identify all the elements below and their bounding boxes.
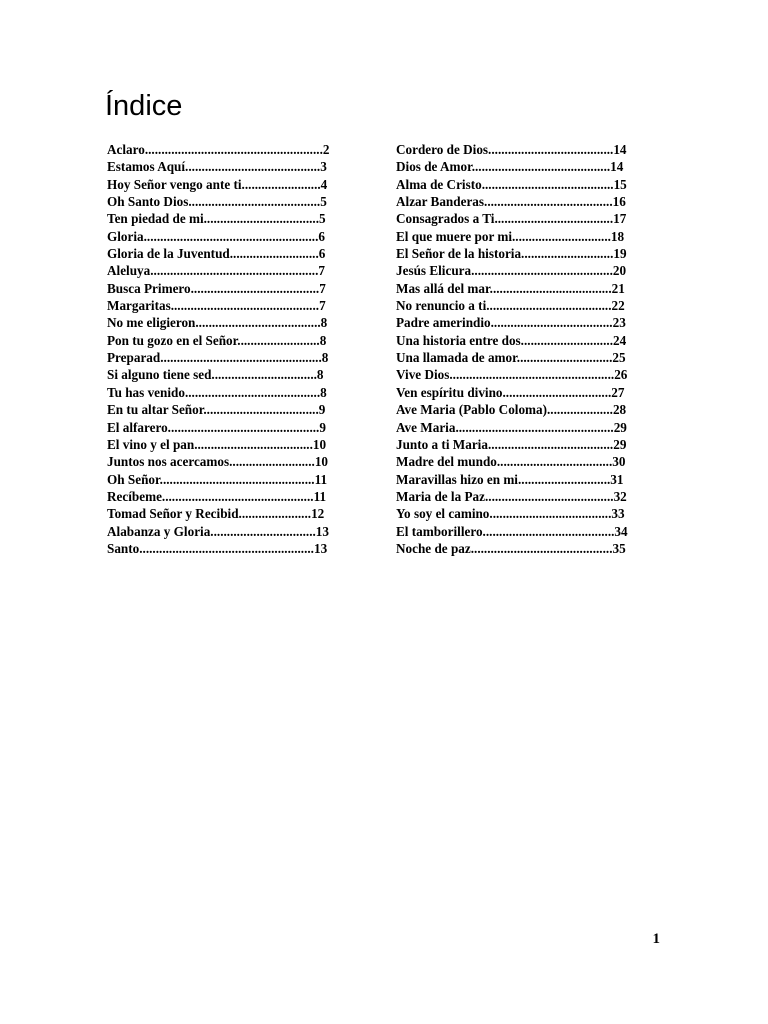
toc-entry: Yo soy el camino.....................................33: [396, 506, 625, 522]
toc-entry: Ten piedad de mi...................................5: [107, 211, 326, 227]
toc-entry: Margaritas.............................................7: [107, 298, 326, 314]
toc-entry: Junto a ti Maria......................................29: [396, 436, 627, 452]
toc-entry: No renuncio a ti......................................22: [396, 298, 625, 314]
toc-entry: Preparad.................................................8: [107, 350, 329, 366]
page-number: 1: [652, 931, 660, 947]
toc-entry: Oh Señor...............................................11: [107, 471, 328, 487]
toc-entry: Padre amerindio.....................................23: [396, 315, 626, 331]
toc-entry: Recíbeme..............................................11: [107, 488, 327, 504]
toc-entry: Alabanza y Gloria................................13: [107, 523, 329, 539]
toc-entry: Gloria.....................................................6: [107, 228, 325, 244]
toc-entry: Tomad Señor y Recibid......................12: [107, 506, 325, 522]
toc-entry: Aleluya...................................................7: [107, 263, 325, 279]
toc-entry: Santo.....................................................13: [107, 540, 328, 556]
toc-entry: El vino y el pan....................................10: [107, 436, 327, 452]
page-title: Índice: [105, 90, 183, 122]
toc-entry: Dios de Amor..........................................14: [396, 159, 624, 175]
toc-entry: Una llamada de amor.............................25: [396, 350, 626, 366]
toc-entry: Consagrados a Ti....................................17: [396, 211, 627, 227]
toc-entry: El que muere por mi..............................18: [396, 228, 625, 244]
toc-entry: El alfarero..............................................9: [107, 419, 326, 435]
toc-entry: No me eligieron......................................8: [107, 315, 328, 331]
toc-entry: Alma de Cristo........................................15: [396, 176, 627, 192]
toc-entry: Ave Maria (Pablo Coloma)....................28: [396, 402, 627, 418]
toc-column-left: [107, 141, 329, 557]
toc-entry: Si alguno tiene sed................................8: [107, 367, 324, 383]
toc-entry: Vive Dios..................................................26: [396, 367, 628, 383]
toc-entry: Jesús Elicura...........................................20: [396, 263, 627, 279]
toc-entry: Maria de la Paz.......................................32: [396, 488, 627, 504]
toc-entry: Gloria de la Juventud...........................6: [107, 246, 326, 262]
toc-entry: El tamborillero........................................34: [396, 523, 628, 539]
toc-entry: Estamos Aquí.........................................3: [107, 159, 327, 175]
toc-entry: Maravillas hizo en mi............................31: [396, 471, 624, 487]
toc-entry: Hoy Señor vengo ante ti........................4: [107, 176, 328, 192]
toc-entry: Ave Maria................................................29: [396, 419, 627, 435]
toc-entry: Noche de paz...........................................35: [396, 540, 626, 556]
toc-column-right: [396, 141, 628, 557]
toc-entry: Ven espíritu divino.................................27: [396, 384, 625, 400]
toc-entry: Madre del mundo...................................30: [396, 454, 626, 470]
toc-entry: Tu has venido.........................................8: [107, 384, 327, 400]
toc-entry: Mas allá del mar.....................................21: [396, 280, 625, 296]
toc-entry: Juntos nos acercamos..........................10: [107, 454, 329, 470]
toc-entry: Busca Primero.......................................7: [107, 280, 326, 296]
toc-entry: Una historia entre dos............................24: [396, 332, 627, 348]
toc-entry: Cordero de Dios......................................14: [396, 142, 627, 157]
toc-entry: Aclaro......................................................2: [107, 142, 330, 157]
toc-entry: El Señor de la historia............................19: [396, 246, 627, 262]
toc-entry: Oh Santo Dios........................................5: [107, 194, 327, 210]
toc-entry: En tu altar Señor...................................9: [107, 402, 326, 418]
toc-entry: Pon tu gozo en el Señor.........................8: [107, 332, 327, 348]
toc-entry: Alzar Banderas.......................................16: [396, 194, 626, 210]
